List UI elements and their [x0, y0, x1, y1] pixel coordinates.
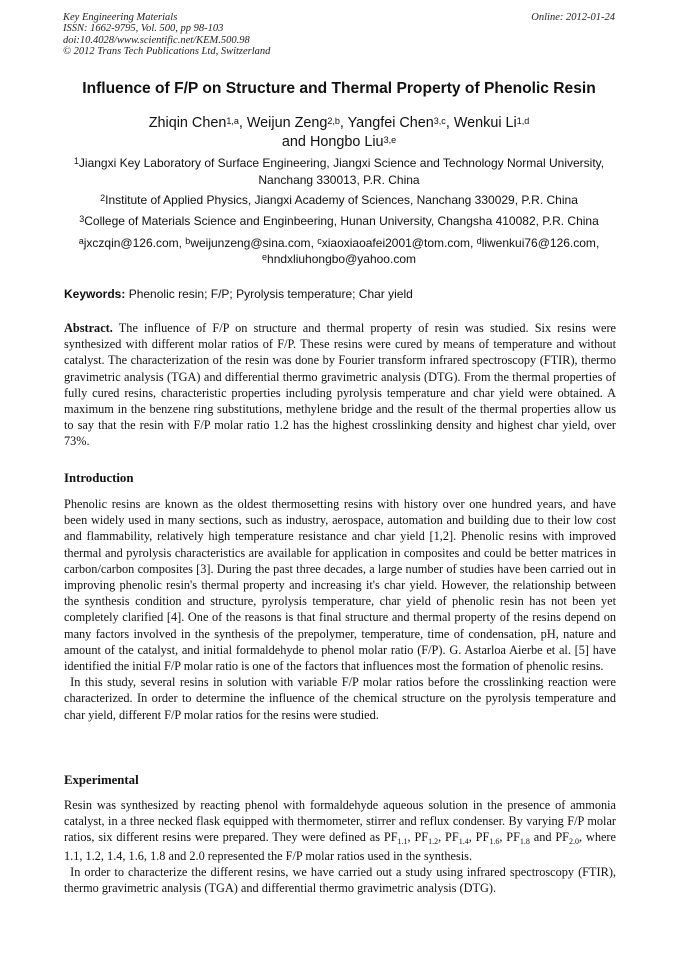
author-name: Hongbo Liu — [309, 134, 384, 150]
email-sup: c — [317, 236, 322, 246]
email-address[interactable]: weijunzeng@sina.com — [190, 236, 311, 250]
resin-label: $PF_{1.6}$ — [475, 830, 500, 847]
experimental-heading: Experimental — [64, 773, 139, 787]
author-name: Yangfei Chen — [347, 115, 434, 131]
author-sup: 2,b — [327, 116, 340, 126]
keywords-text: Phenolic resin; F/P; Pyrolysis temperature; Char yield — [128, 287, 413, 301]
author-name: Weijun Zeng — [246, 115, 328, 131]
introduction-paragraph-2: In this study, several resins in solution with variable F/P molar ratios before the crosslinking reaction were characterized. In order to determine the influence of the chemical structure on the pyrolysis temperature and char yield, different F/P molar ratios for the resins were studied. — [64, 675, 616, 722]
resin-label: $PF_{1.8}$ — [506, 830, 530, 847]
email-sup: b — [185, 236, 191, 246]
author-sup: 1,a — [226, 116, 239, 126]
abstract-text: The influence of F/P on structure and thermal property of resin was studied. Six resins were synthesized with different molar ratios of F/P. These resins were cured by means of temperature and without catalyst. The characterization of the resin was done by Fourier transform infrared spectroscopy (FTIR), thermo gravimetric analysis (TGA) and differential thermo gravimetric analysis (DTG). From the thermal properties of fully cured resins, characteristic properties including pyrolysis temperature and char yield were obtained. A maximum in the benzene ring substitutions, methylene bridge and the result of the thermal properties allow us to say that the resin with F/P molar ratio 1.2 has the highest crosslinking density and highest char yield, over 73%. — [64, 321, 616, 449]
experimental-text-b: , where 1.1, 1.2, 1.4, 1.6, 1.8 and 2.0 represented the F/P molar ratios used in the synthesis. — [64, 830, 616, 863]
introduction-body — [64, 496, 616, 723]
affiliation-3 — [50, 213, 628, 230]
email-list: $^a$jxczqin@126.com, $^b$weijunzeng@sina.com, $^c$xiaoxiaoafei2001@tom.com, $^d$liwenkui76@126.com, $^e$hndxliuhongbo@yahoo.com — [78, 236, 600, 266]
affiliation-text: Institute of Applied Physics, Jiangxi Academy of Sciences, Nanchang 330029, P.R. China — [105, 193, 578, 207]
experimental-paragraph-1: Resin was synthesized by reacting phenol with formaldehyde aqueous solution in the presence of ammonia catalyst, in a three necked flask equipped with thermometer, stirrer and reflux condenser. By varying F/P molar ratios, six different resins were prepared. They were defined as $PF_{1.1}$, $PF_{1.2}$, $PF_{1.4}$, $PF_{1.6}$, $PF_{1.8}$ and $PF_{2.0}$, where 1.1, 1.2, 1.4, 1.6, 1.8 and 2.0 represented the F/P molar ratios used in the synthesis. — [64, 798, 616, 863]
email-sup: d — [476, 236, 482, 246]
resin-label: $PF_{2.0}$ — [555, 830, 580, 847]
affiliation-num: 3 — [79, 214, 85, 224]
experimental-paragraph-2: In order to characterize the different resins, we have carried out a study using infrared spectroscopy (FTIR), thermo gravimetric analysis (TGA) and differential thermo gravimetric analysis (DTG). — [64, 864, 616, 896]
experimental-body — [64, 797, 616, 896]
email-sup: e — [262, 252, 268, 262]
abstract — [64, 320, 616, 450]
introduction-paragraph-1: Phenolic resins are known as the oldest thermosetting resins with history over one hundred years, and have been widely used in many sections, such as industry, aerospace, automation and building due to their low cost and flammability, relatively high temperature resistance and char yield [1,2]. Phenolic resins with improved thermal and pyrolysis characteristics are available for application in composites and could be better matrices in carbon/carbon composites [3]. During the past three decades, a large number of studies have been carried out in improving phenolic resin's thermal property and increasing it's char yield. However, the relationship between the synthesis condition and structure, pyrolysis temperature, char yield of phenolic resin has not been yet completely clarified [4]. One of the reasons is that final structure and thermal property of the resins depend on many factors involved in the synthesis of the prepolymer, temperature, time of condensation, pH, nature and amount of the catalyst, and initial formaldehyde to phenol molar ratio (F/P). G. Astarloa Aierbe et al. [5] have identified the initial F/P molar ratio is one of the factors that influences most the formation of phenolic resins. — [64, 497, 616, 674]
email-address[interactable]: liwenkui76@126.com — [481, 236, 596, 250]
email-address[interactable]: jxczqin@126.com — [83, 236, 179, 250]
paper-title: Influence of F/P on Structure and Thermal Property of Phenolic Resin — [82, 80, 596, 97]
issn-line: ISSN: 1662-9795, Vol. 500, pp 98-103 — [63, 23, 224, 35]
authors-and: and — [281, 134, 306, 150]
affiliation-text: Jiangxi Key Laboratory of Surface Engineering, Jiangxi Science and Technology Normal University, Nanchang 330013, P.R. China — [78, 156, 605, 187]
email-sup: a — [78, 236, 84, 246]
affiliation-2 — [50, 192, 628, 209]
affiliation-num: 1 — [73, 156, 79, 166]
journal-name: Key Engineering Materials — [63, 12, 178, 23]
doi-line: doi:10.4028/www.scientific.net/KEM.500.98 — [63, 34, 250, 46]
introduction-heading: Introduction — [64, 471, 134, 485]
keywords-label: Keywords: — [64, 287, 126, 301]
experimental-and: and — [533, 830, 552, 845]
affiliation-1 — [50, 155, 628, 188]
resin-label: $PF_{1.4}$ — [445, 830, 469, 847]
author-sup: 3,e — [383, 135, 397, 145]
keywords — [64, 287, 616, 301]
resin-label: $PF_{1.2}$ — [414, 830, 439, 847]
author-sup: 1,d — [516, 116, 530, 126]
experimental-text-a: Resin was synthesized by reacting phenol with formaldehyde aqueous solution in the presence of ammonia catalyst, in a three necked flask equipped with thermometer, stirrer and reflux condenser. By varying F/P molar ratios, six different resins were prepared. They were defined as — [64, 798, 616, 845]
author-list: Zhiqin Chen$^{1,a}$, Weijun Zeng$^{2,b}$, Yangfei Chen$^{3,c}$, Wenkui Li$^{1,d}$ and Hongbo Liu$^{3,e}$ — [148, 115, 530, 150]
online-date: Online: 2012-01-24 — [531, 12, 615, 23]
author-name: Zhiqin Chen — [148, 115, 227, 131]
journal-header — [63, 12, 615, 57]
author-name: Wenkui Li — [453, 115, 517, 131]
affiliation-text: College of Materials Science and Enginbeering, Hunan University, Changsha 410082, P.R. China — [84, 214, 599, 228]
resin-label: $PF_{1.1}$ — [383, 830, 408, 847]
abstract-label: Abstract. — [64, 321, 113, 335]
copyright-line: © 2012 Trans Tech Publications Ltd, Switzerland — [63, 45, 271, 57]
author-sup: 3,c — [433, 116, 446, 126]
email-address[interactable]: hndxliuhongbo@yahoo.com — [267, 252, 416, 266]
email-address[interactable]: xiaoxiaoafei2001@tom.com — [321, 236, 470, 250]
affiliation-num: 2 — [100, 193, 106, 203]
